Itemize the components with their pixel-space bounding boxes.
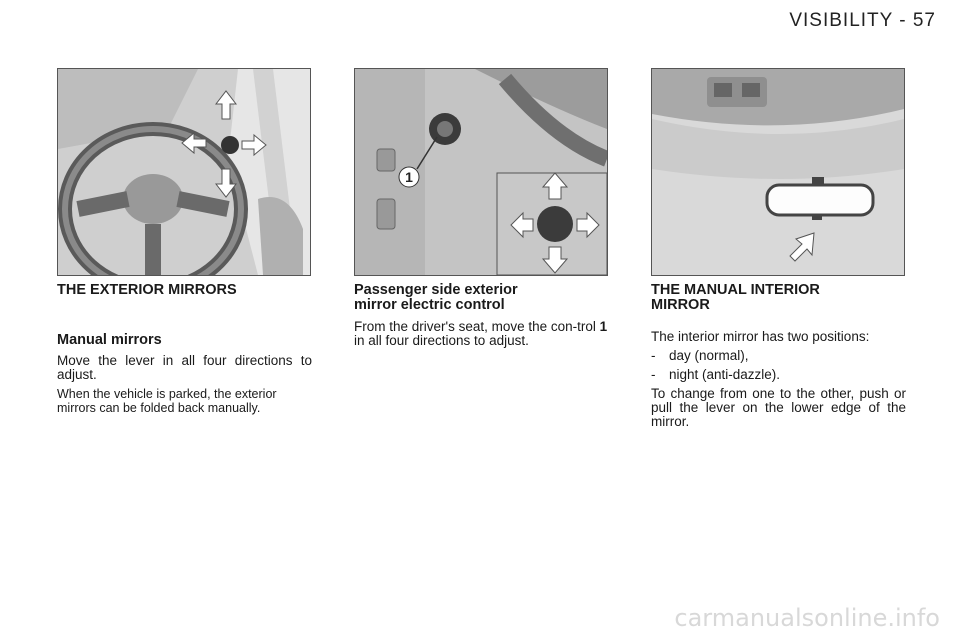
list-dash: - — [651, 367, 656, 382]
rear-view-mirror-drawing — [652, 69, 904, 275]
list-dash: - — [651, 348, 656, 363]
control-reference: 1 — [599, 319, 608, 334]
section-heading — [651, 283, 906, 313]
callout-label: 1 — [405, 169, 413, 185]
dashboard-control-drawing — [355, 69, 607, 275]
body-text: To change from one to the other, push or pull the lever on the lower edge of the mirror. — [651, 386, 906, 429]
body-text: Move the lever in all four directions to adjust. — [57, 353, 312, 382]
electric-control-section — [354, 283, 609, 353]
electric-control-illustration — [354, 68, 608, 276]
subsection-heading: Manual mirrors — [57, 332, 162, 348]
page-header: VISIBILITY - 57 — [789, 10, 936, 31]
body-text — [354, 320, 609, 348]
list-item — [651, 349, 906, 363]
section-heading — [354, 283, 609, 313]
section-heading: THE EXTERIOR MIRRORS — [57, 282, 237, 298]
text-run: in all four directions to adjust. — [354, 333, 529, 348]
list-text: night (anti-dazzle). — [669, 367, 781, 382]
list-item — [651, 368, 906, 382]
exterior-mirror-illustration — [57, 68, 311, 276]
heading-line: Passenger side exterior — [354, 282, 518, 298]
text-run: From the driver's seat, move the con-trol — [354, 319, 600, 334]
interior-mirror-illustration — [651, 68, 905, 276]
watermark: carmanualsonline.info — [674, 604, 940, 632]
exterior-mirrors-section — [57, 283, 312, 420]
interior-mirror-section — [651, 283, 906, 434]
body-text: The interior mirror has two positions: — [651, 329, 870, 344]
body-text: When the vehicle is parked, the exterior mirrors can be folded back manually. — [57, 387, 277, 415]
list-text: day (normal), — [669, 348, 749, 363]
heading-line: mirror electric control — [354, 297, 505, 313]
heading-line: MIRROR — [651, 297, 710, 313]
heading-line: THE MANUAL INTERIOR — [651, 282, 820, 298]
steering-wheel-drawing — [58, 69, 310, 275]
